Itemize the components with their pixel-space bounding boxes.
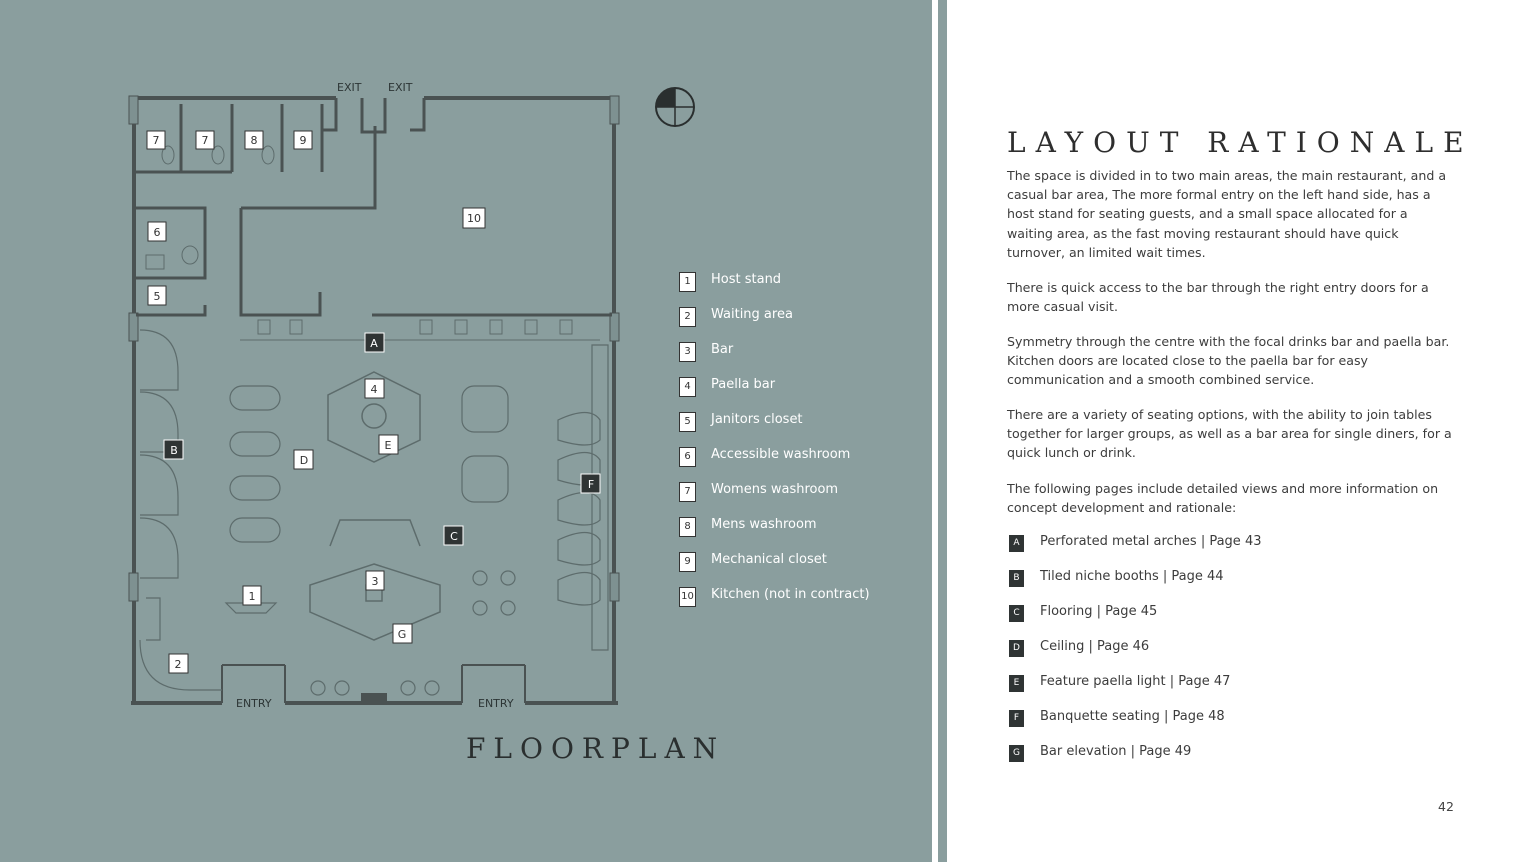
room-marker-womens-1: 7 (152, 134, 160, 147)
legend-number: 9 (679, 552, 696, 572)
reference-item (1009, 568, 1429, 588)
legend-item (679, 515, 909, 537)
room-number-markers (147, 131, 485, 673)
reference-label: Bar elevation | Page 49 (1040, 744, 1192, 759)
room-marker-mens: 8 (250, 134, 258, 147)
legend-item (679, 410, 909, 432)
legend-label: Paella bar (711, 377, 776, 392)
dining-tables (230, 386, 515, 695)
rationale-paragraph: There are a variety of seating options, with the ability to join tables together for larger groups, as well as a bar area for single diners, for a quick lunch or drink. (1007, 407, 1452, 461)
room-marker-womens-2: 7 (201, 134, 209, 147)
legend-label: Accessible washroom (711, 447, 851, 462)
legend-item (679, 480, 909, 502)
entry-label-left: ENTRY (236, 697, 272, 710)
legend-number: 7 (679, 482, 696, 502)
legend-number: 8 (679, 517, 696, 537)
reference-letter: C (1009, 605, 1024, 622)
reference-letter: A (1009, 535, 1024, 552)
room-marker-accessible: 6 (153, 226, 161, 239)
feature-marker-niche-booths: B (170, 444, 178, 457)
reference-label: Tiled niche booths | Page 44 (1040, 569, 1224, 584)
legend-label: Womens washroom (711, 482, 839, 497)
legend-number: 6 (679, 447, 696, 467)
legend-number: 5 (679, 412, 696, 432)
feature-marker-paella-light: E (384, 439, 392, 452)
legend-item (679, 445, 909, 467)
reference-label: Feature paella light | Page 47 (1040, 674, 1231, 689)
banquette-seating (558, 345, 608, 650)
reference-item (1009, 743, 1429, 763)
floorplan-title: FLOORPLAN (466, 732, 726, 765)
legend-label: Mens washroom (711, 517, 817, 532)
room-marker-kitchen: 10 (467, 212, 481, 225)
feature-marker-flooring: C (450, 530, 458, 543)
legend-label: Host stand (711, 272, 782, 287)
room-marker-host: 1 (248, 590, 256, 603)
north-arrow (656, 88, 694, 126)
feature-marker-bar-elevation: G (397, 628, 407, 641)
reference-item (1009, 533, 1429, 553)
reference-letter: D (1009, 640, 1024, 657)
exit-label-right: EXIT (388, 81, 413, 94)
reference-letter: G (1009, 745, 1024, 762)
rationale-paragraph: There is quick access to the bar through the right entry doors for a more casual visit. (1007, 280, 1429, 315)
wall-bar-stools (240, 320, 600, 340)
feature-marker-banquette: F (587, 478, 595, 491)
rationale-paragraph: Symmetry through the centre with the focal drinks bar and paella bar. Kitchen doors are located close to the paella bar for easy communication and a smooth combined service. (1007, 334, 1450, 388)
room-marker-paella: 4 (370, 383, 378, 396)
reference-letter: E (1009, 675, 1024, 692)
legend-item (679, 585, 909, 607)
room-marker-waiting: 2 (174, 658, 182, 671)
legend-label: Kitchen (not in contract) (711, 587, 870, 602)
room-marker-mechanical: 9 (299, 134, 307, 147)
feature-marker-arches: A (370, 337, 378, 350)
panel-divider-band (938, 0, 947, 862)
reference-letter: B (1009, 570, 1024, 587)
reference-label: Ceiling | Page 46 (1040, 639, 1150, 654)
exit-label-left: EXIT (337, 81, 362, 94)
legend-label: Janitors closet (711, 412, 803, 427)
reference-label: Banquette seating | Page 48 (1040, 709, 1225, 724)
reference-label: Flooring | Page 45 (1040, 604, 1158, 619)
legend-item (679, 270, 909, 292)
reference-item (1009, 708, 1429, 728)
room-marker-janitors: 5 (153, 290, 161, 303)
reference-item (1009, 603, 1429, 623)
legend-label: Waiting area (711, 307, 793, 322)
legend-label: Mechanical closet (711, 552, 827, 567)
legend-number: 4 (679, 377, 696, 397)
reference-letter: F (1009, 710, 1024, 727)
entry-label-right: ENTRY (478, 697, 514, 710)
waiting-bench (140, 598, 222, 690)
rationale-paragraph: The space is divided in to two main areas, the main restaurant, and a casual bar area, The more formal entry on the left hand side, has a host stand for seating guests, and a small space allocated for a waiting area, as the fast moving restaurant should have quick turnover, an limited wait times. (1007, 168, 1447, 260)
reference-item (1009, 638, 1429, 658)
legend-label: Bar (711, 342, 734, 357)
legend-number: 10 (679, 587, 696, 607)
rationale-paragraph: The following pages include detailed views and more information on concept development and rationale: (1007, 481, 1439, 516)
legend-number: 2 (679, 307, 696, 327)
legend-item (679, 305, 909, 327)
legend-item (679, 375, 909, 397)
page-title: LAYOUT RATIONALE (1007, 126, 1474, 159)
reference-item (1009, 673, 1429, 693)
feature-marker-ceiling: D (299, 454, 309, 467)
room-marker-bar: 3 (371, 575, 379, 588)
legend-number: 3 (679, 342, 696, 362)
legend-item (679, 340, 909, 362)
legend-number: 1 (679, 272, 696, 292)
page-number: 42 (1438, 799, 1454, 814)
legend-item (679, 550, 909, 572)
reference-label: Perforated metal arches | Page 43 (1040, 534, 1262, 549)
